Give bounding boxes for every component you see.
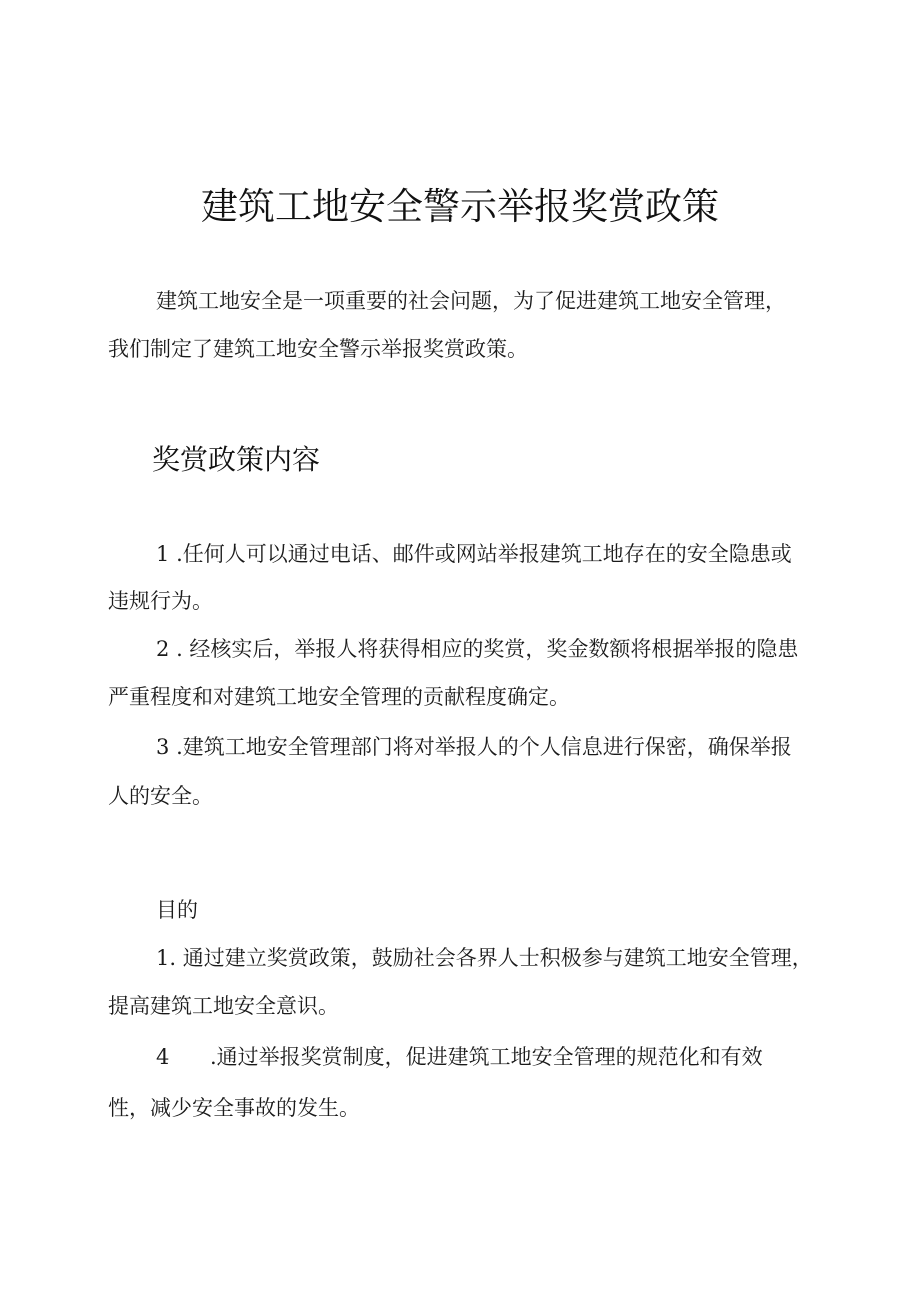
purpose-item-2-text: .通过举报奖赏制度，促进建筑工地安全管理的规范化和有效 — [210, 1045, 763, 1069]
reward-item-3-number: 3 — [156, 735, 170, 759]
purpose-item-1-number: 1 — [156, 946, 170, 970]
reward-item-1-number: 1 — [156, 542, 170, 566]
purpose-item-2-line-2: 性，减少安全事故的发生。 — [108, 1096, 360, 1120]
reward-item-3-line-2: 人的安全。 — [108, 784, 213, 808]
intro-line-1: 建筑工地安全是一项重要的社会问题，为了促进建筑工地安全管理， — [156, 289, 786, 313]
purpose-item-2-number: 4 — [156, 1045, 170, 1069]
reward-item-3-text: .建筑工地安全管理部门将对举报人的个人信息进行保密，确保举报 — [176, 735, 792, 759]
section-heading-reward-content: 奖赏政策内容 — [152, 443, 321, 476]
purpose-item-1-line-1 — [156, 943, 813, 973]
purpose-item-1-line-2: 提高建筑工地安全意识。 — [108, 994, 339, 1018]
reward-item-2-line-1 — [156, 634, 798, 664]
intro-line-2: 我们制定了建筑工地安全警示举报奖赏政策。 — [108, 337, 528, 361]
reward-item-2-number: 2 — [156, 637, 170, 661]
reward-item-3-line-1 — [156, 732, 792, 762]
document-title: 建筑工地安全警示举报奖赏政策 — [201, 185, 719, 228]
purpose-item-2-line-1 — [156, 1042, 763, 1072]
section-heading-purpose: 目的 — [156, 898, 198, 922]
reward-item-1-line-1 — [156, 539, 792, 569]
reward-item-2-line-2: 严重程度和对建筑工地安全管理的贡献程度确定。 — [108, 685, 570, 709]
reward-item-2-text: . 经核实后，举报人将获得相应的奖赏，奖金数额将根据举报的隐患 — [176, 637, 799, 661]
reward-item-1-text: .任何人可以通过电话、邮件或网站举报建筑工地存在的安全隐患或 — [176, 542, 792, 566]
purpose-item-1-text: . 通过建立奖赏政策，鼓励社会各界人士积极参与建筑工地安全管理， — [169, 946, 813, 970]
reward-item-1-line-2: 违规行为。 — [108, 589, 213, 613]
